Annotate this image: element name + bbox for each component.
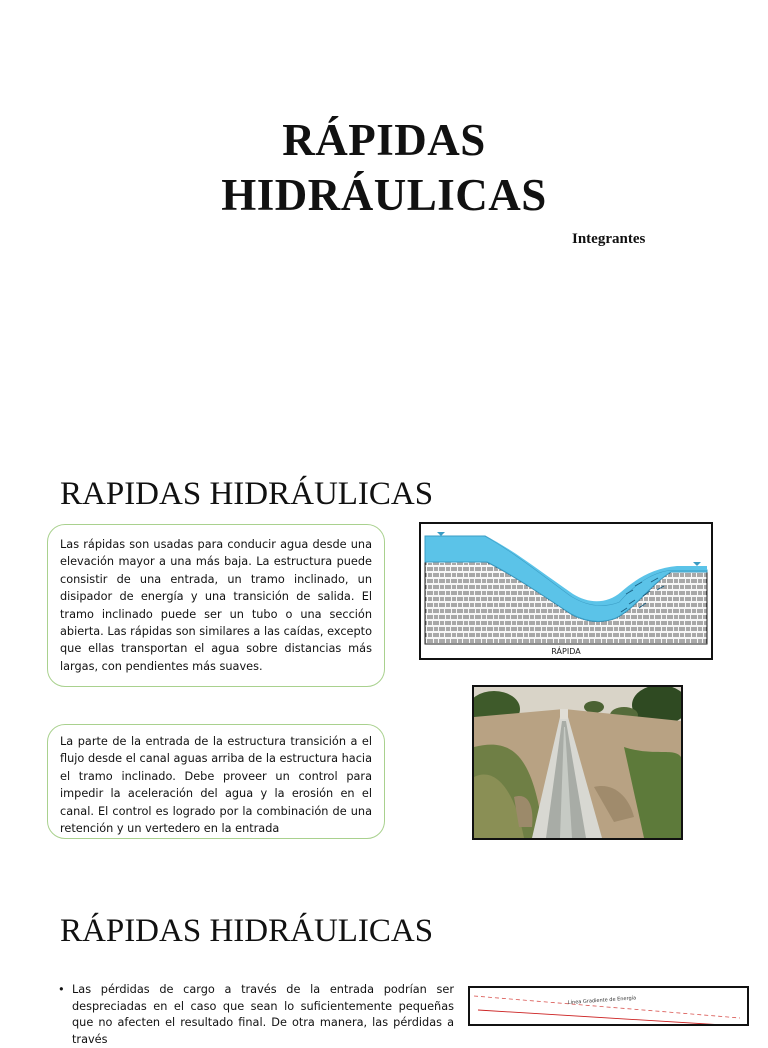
main-title [0, 113, 768, 223]
rapida-photo [472, 685, 683, 840]
description-text-2: La parte de la entrada de la estructura transición a el flujo desde el canal aguas arriba de la estructura hacia el tramo inclinado. Debe proveer un control para impedir la aceleración del agua y la erosión en el canal. El control es logrado por la combinación de una retención y un vertedero en la entrada [60, 735, 372, 836]
description-text-1: Las rápidas son usadas para conducir agua desde una elevación mayor a una más baja. La estructura puede consistir de una entrada, un tramo inclinado, un disipador de energía y una transición de salida. El tramo inclinado puede ser un tubo o una sección abierta. Las rápidas son similares a las caídas, excepto que ellas transportan el agua sobre distancias más largas, con pendientes más suaves. [60, 538, 372, 673]
main-title-line-2: HIDRÁULICAS [221, 170, 547, 220]
rapida-diagram-svg [421, 524, 711, 658]
main-title-line-1: RÁPIDAS [282, 115, 486, 165]
integrantes-subtitle: Integrantes [572, 231, 646, 247]
diagram-caption: RÁPIDA [551, 647, 581, 656]
section-heading-1: RAPIDAS HIDRÁULICAS [60, 476, 434, 512]
description-box-1 [47, 524, 385, 687]
description-box-2 [47, 724, 385, 839]
water-level-marker-2 [693, 562, 701, 566]
water-level-marker-1 [437, 532, 445, 536]
bullet-item [58, 982, 454, 1048]
section-heading-2: RÁPIDAS HIDRÁULICAS [60, 913, 434, 949]
energy-line-diagram [468, 986, 749, 1026]
rapida-photo-svg [474, 687, 681, 838]
energy-line-diagram-svg [470, 988, 747, 1026]
energy-line-label: Línea Gradiente de Energía [567, 995, 637, 1006]
bullet-text: Las pérdidas de cargo a través de la entrada podrían ser despreciadas en el caso que sean lo suficientemente pequeñas que no afecten el resultado final. De otra manera, las pérdidas a través [72, 983, 454, 1046]
rapida-diagram [419, 522, 713, 660]
